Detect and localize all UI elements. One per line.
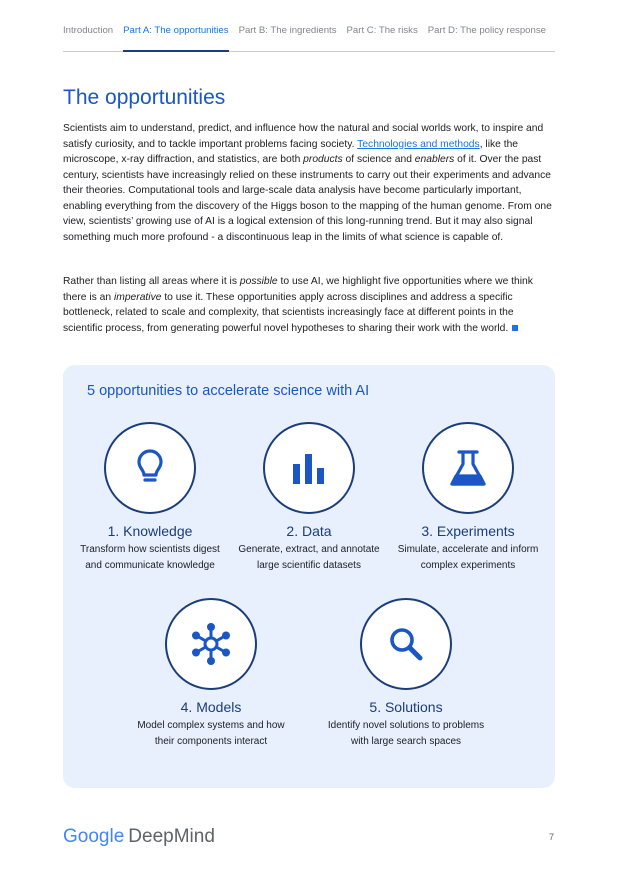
tab-opportunities[interactable]: Part A: The opportunities (123, 24, 228, 52)
opportunity-name: 2. Data (286, 523, 332, 539)
flask-icon (447, 447, 489, 489)
opportunities-card (63, 365, 555, 788)
lightbulb-icon (130, 448, 170, 488)
opportunity-name: 1. Knowledge (107, 523, 193, 539)
opportunity-desc: Model complex systems and how their components interact (137, 720, 285, 747)
deepmind-wordmark: DeepMind (128, 826, 215, 847)
section-tabs (63, 24, 555, 52)
card-title: 5 opportunities to accelerate science with AI (87, 383, 370, 399)
models-icon-circle (165, 598, 257, 690)
opportunity-knowledge (65, 422, 235, 573)
data-icon-circle (263, 422, 355, 514)
experiments-icon-circle (422, 422, 514, 514)
opportunity-solutions (321, 598, 491, 749)
opportunity-data (224, 422, 394, 573)
highlight-paragraph: Rather than listing all areas where it is possible to use AI, we highlight five opportunities where we think there is an imperative to use it. These opportunities apply across disciplines and address a specific bottleneck, related to scale and complexity, that scientists increasingly face at different points in the scientific process, from generating powerful novel hypotheses to sharing their work with the world. (63, 276, 533, 334)
tab-introduction[interactable]: Introduction (63, 25, 114, 36)
opportunity-desc: Transform how scientists digest and communicate knowledge (80, 544, 220, 571)
page-title: The opportunities (63, 86, 226, 109)
search-icon (385, 623, 427, 665)
network-icon (187, 620, 235, 668)
tab-risks[interactable]: Part C: The risks (346, 25, 418, 36)
bar-chart-icon (289, 448, 329, 488)
tab-ingredients[interactable]: Part B: The ingredients (238, 25, 337, 36)
end-mark (512, 325, 518, 331)
opportunity-experiments (383, 422, 553, 573)
solutions-icon-circle (360, 598, 452, 690)
opportunity-desc: Simulate, accelerate and inform complex experiments (397, 544, 539, 571)
technologies-link[interactable]: Technologies and methods (357, 138, 480, 150)
google-deepmind-logo (63, 826, 215, 848)
intro-paragraph: Scientists aim to understand, predict, and influence how the natural and social worlds work, to inspire and satisfy curiosity, and to tackle important problems facing society. Technologies and methods, like the microscope, x-ray diffraction, and statistics, are both products of science and enablers of it. Over the past century, scientists have increasingly relied on these instruments to carry out their experiments and advance their theories. Computational tools and large-scale data analysis have become particularly important, enabling everything from the discovery of the Higgs boson to the mapping of the human genome. From one view, scientists’ growing use of AI is a logical extension of this long-running trend. But it may also signal something much more profound - a discontinuous leap in the limits of what science is capable of. (63, 123, 552, 243)
tab-policy-response[interactable]: Part D: The policy response (427, 25, 546, 36)
opportunity-name: 3. Experiments (421, 523, 515, 539)
opportunity-name: 4. Models (180, 699, 242, 715)
page-number: 7 (549, 832, 555, 842)
opportunity-name: 5. Solutions (369, 699, 443, 715)
opportunity-desc: Identify novel solutions to problems with large search spaces (327, 720, 485, 747)
opportunity-models (126, 598, 296, 749)
opportunity-desc: Generate, extract, and annotate large scientific datasets (238, 544, 380, 571)
google-wordmark: Google (63, 826, 125, 847)
knowledge-icon-circle (104, 422, 196, 514)
